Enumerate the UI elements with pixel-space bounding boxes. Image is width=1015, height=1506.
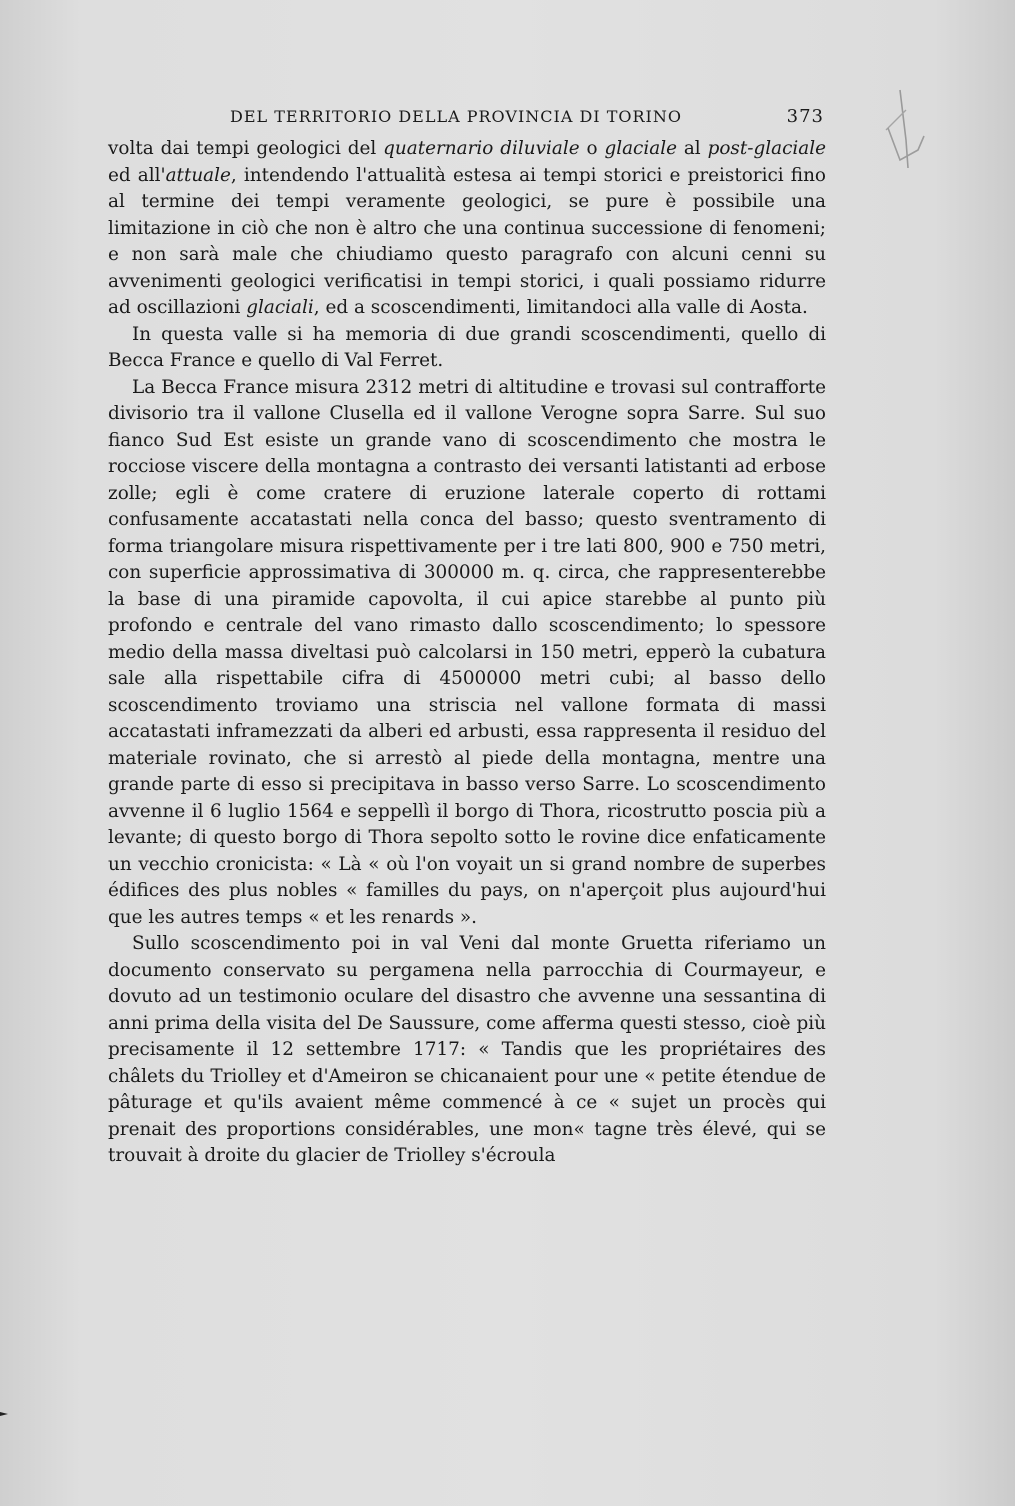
text-segment: ed all' — [108, 164, 166, 186]
text-segment: , intendendo l'attualità estesa ai tempi storici e preistorici fino al termine dei tempi veramente geologici, se pure è possibile una limitazione in ciò che non è altro che una continua successione di fenomeni; e non sarà male che chiudiamo questo paragrafo con alcuni cenni su avvenimenti geologici verificatisi in tempi storici, i quali possiamo ridurre ad oscillazioni — [108, 164, 826, 318]
text-segment: Sullo scoscendimento poi in val Veni dal monte Gruetta riferiamo un documento conservato su pergamena nella parrocchia di Courmayeur, e dovuto ad un testimonio oculare del disastro che avvenne una sessantina di anni prima della visita del De Saussure, come afferma questi stesso, cioè più precisamente il 12 settembre 1717: « Tandis que les propriétaires des châlets du Triolley et d'Ameiron se chicanaient pour une « petite étendue de pâturage et qu'ils avaient même commencé à ce « sujet un procès qui prenait des proportions considérables, une mon« tagne très élevé, qui se trouvait à droite du glacier de Triolley s'écroula — [108, 933, 826, 1166]
italic-term: post-glaciale — [707, 138, 826, 159]
body-paragraph — [108, 375, 826, 932]
running-title: DEL TERRITORIO DELLA PROVINCIA DI TORINO — [230, 107, 682, 126]
text-segment: volta dai tempi geologici del — [108, 138, 384, 159]
body-text — [108, 136, 826, 1170]
text-segment: o — [579, 138, 605, 159]
italic-term: attuale — [165, 164, 231, 186]
italic-term: glaciale — [604, 138, 677, 159]
handwritten-check-mark-icon — [878, 80, 948, 200]
page-header — [110, 103, 824, 131]
page-number: 373 — [786, 106, 824, 127]
italic-term: quaternario diluviale — [383, 138, 580, 159]
text-segment: al — [676, 138, 708, 159]
italic-term: glaciali — [246, 297, 314, 318]
body-paragraph — [108, 931, 826, 1170]
page-edge-mark-icon — [0, 1392, 12, 1432]
body-paragraph — [108, 136, 826, 322]
text-segment: , ed a scoscendimenti, limitandoci alla valle di Aosta. — [313, 297, 808, 318]
text-segment: In questa valle si ha memoria di due grandi scoscendimenti, quello di Becca France e quello di Val Ferret. — [108, 323, 826, 371]
body-paragraph — [108, 322, 826, 375]
text-segment: La Becca France misura 2312 metri di altitudine e trovasi sul contrafforte divisorio tra il vallone Clusella ed il vallone Verogne sopra Sarre. Sul suo fianco Sud Est esiste un grande vano di scoscendimento che mostra le rocciose viscere della montagna a contrasto dei versanti latistanti ad erbose zolle; egli è come cratere di eruzione laterale coperto di rottami confusamente accatastati nella conca del basso; questo sventramento di forma triangolare misura rispettivamente per i tre lati 800, 900 e 750 metri, con superficie approssimativa di 300000 m. q. circa, che rappresenterebbe la base di una piramide capovolta, il cui apice starebbe al punto più profondo e centrale del vano rimasto dallo scoscendimento; lo spessore medio della massa diveltasi può calcolarsi in 150 metri, epperò la cubatura sale alla rispettabile cifra di 4500000 metri cubi; al basso dello scoscendimento troviamo una striscia nel vallone formata di massi accatastati inframezzati da alberi ed arbusti, essa rappresenta il residuo del materiale rovinato, che si arrestò al piede della montagna, mentre una grande parte di esso si precipitava in basso verso Sarre. Lo scoscendimento avvenne il 6 luglio 1564 e seppellì il borgo di Thora, ricostrutto poscia più a levante; di questo borgo di Thora sepolto sotto le rovine dice enfaticamente un vecchio cronicista: « Là « où l'on voyait un si grand nombre de superbes édifices des plus nobles « familles du pays, on n'aperçoit plus aujourd'hui que les autres temps « et les renards ». — [108, 376, 826, 928]
